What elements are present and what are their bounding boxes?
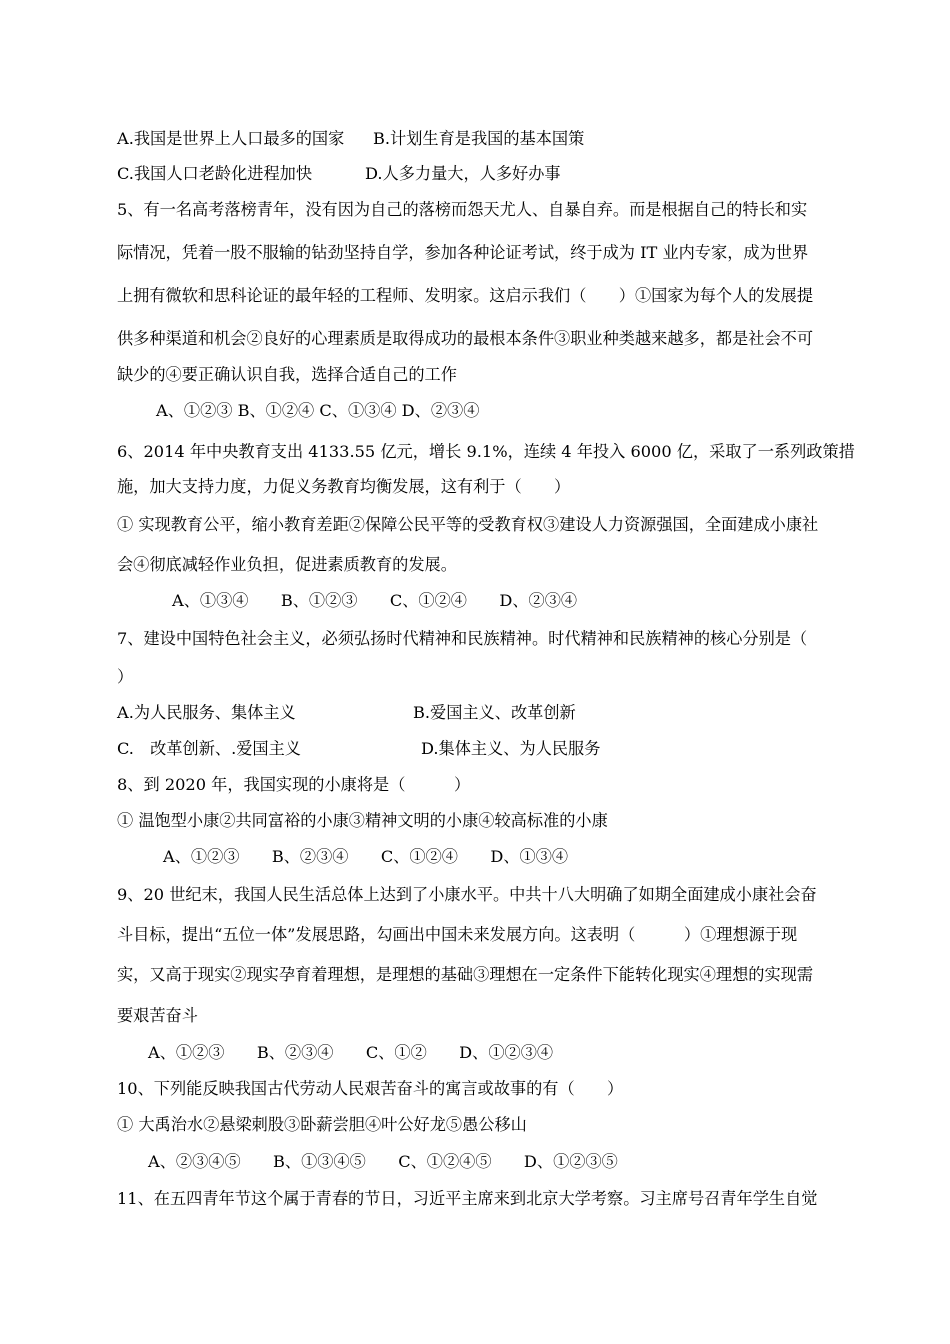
q7-line-1: 7、建设中国特色社会主义，必须弘扬时代精神和民族精神。时代精神和民族精神的核心分别是（ xyxy=(117,629,808,648)
q10-line-2: ① 大禹治水②悬梁刺股③卧薪尝胆④叶公好龙⑤愚公移山 xyxy=(117,1115,527,1134)
q7-option-c: C. 改革创新、.爱国主义 xyxy=(117,739,301,758)
q4-option-a: A.我国是世界上人口最多的国家 xyxy=(117,129,345,148)
q5-line-4: 供多种渠道和机会②良好的心理素质是取得成功的最根本条件③职业种类越来越多，都是社会不可 xyxy=(117,329,814,348)
q8-line-1: 8、到 2020 年，我国实现的小康将是（ ） xyxy=(117,775,471,794)
q10-line-1: 10、下列能反映我国古代劳动人民艰苦奋斗的寓言或故事的有（ ） xyxy=(117,1079,624,1098)
q6-line-1: 6、2014 年中央教育支出 4133.55 亿元，增长 9.1%，连续 4 年投入 6000 亿，采取了一系列政策措 xyxy=(117,442,855,461)
q9-line-1: 9、20 世纪末，我国人民生活总体上达到了小康水平。中共十八大明确了如期全面建成小康社会奋 xyxy=(117,885,817,904)
q4-option-b: B.计划生育是我国的基本国策 xyxy=(373,129,585,148)
q11-line-1: 11、在五四青年节这个属于青春的节日，习近平主席来到北京大学考察。习主席号召青年学生自觉 xyxy=(117,1189,818,1208)
q6-options: A、①③④ B、①②③ C、①②④ D、②③④ xyxy=(172,591,578,610)
q5-line-3: 上拥有微软和思科论证的最年轻的工程师、发明家。这启示我们（ ）①国家为每个人的发展提 xyxy=(117,286,814,305)
q7-option-b: B.爱国主义、改革创新 xyxy=(413,703,576,722)
q8-options: A、①②③ B、②③④ C、①②④ D、①③④ xyxy=(163,847,569,866)
q5-line-5: 缺少的④要正确认识自我，选择合适自己的工作 xyxy=(117,365,457,384)
q4-option-c: C.我国人口老龄化进程加快 xyxy=(117,164,313,183)
q6-line-4: 会④彻底减轻作业负担，促进素质教育的发展。 xyxy=(117,555,457,574)
q9-line-2: 斗目标，提出“五位一体”发展思路，勾画出中国未来发展方向。这表明（ ）①理想源于现 xyxy=(117,925,798,944)
q6-line-3: ① 实现教育公平，缩小教育差距②保障公民平等的受教育权③建设人力资源强国，全面建成小康社 xyxy=(117,515,819,534)
q5-options: A、①②③ B、①②④ C、①③④ D、②③④ xyxy=(156,401,480,420)
q9-line-3: 实，又高于现实②现实孕育着理想，是理想的基础③理想在一定条件下能转化现实④理想的实现需 xyxy=(117,965,814,984)
q6-line-2: 施，加大支持力度，力促义务教育均衡发展，这有利于（ ） xyxy=(117,477,571,496)
q10-options: A、②③④⑤ B、①③④⑤ C、①②④⑤ D、①②③⑤ xyxy=(148,1152,618,1171)
q4-option-d: D.人多力量大，人多好办事 xyxy=(365,164,561,183)
q9-line-4: 要艰苦奋斗 xyxy=(117,1006,198,1025)
q5-line-1: 5、有一名高考落榜青年，没有因为自己的落榜而怨天尤人、自暴自弃。而是根据自己的特长和实 xyxy=(117,200,808,219)
q7-option-d: D.集体主义、为人民服务 xyxy=(421,739,601,758)
q7-option-a: A.为人民服务、集体主义 xyxy=(117,703,296,722)
q8-line-2: ① 温饱型小康②共同富裕的小康③精神文明的小康④较高标准的小康 xyxy=(117,811,608,830)
q5-line-2: 际情况，凭着一股不服输的钻劲坚持自学，参加各种论证考试，终于成为 IT 业内专家，成为世界 xyxy=(117,243,809,262)
q7-line-2: ） xyxy=(117,667,134,686)
q9-options: A、①②③ B、②③④ C、①② D、①②③④ xyxy=(148,1043,554,1062)
